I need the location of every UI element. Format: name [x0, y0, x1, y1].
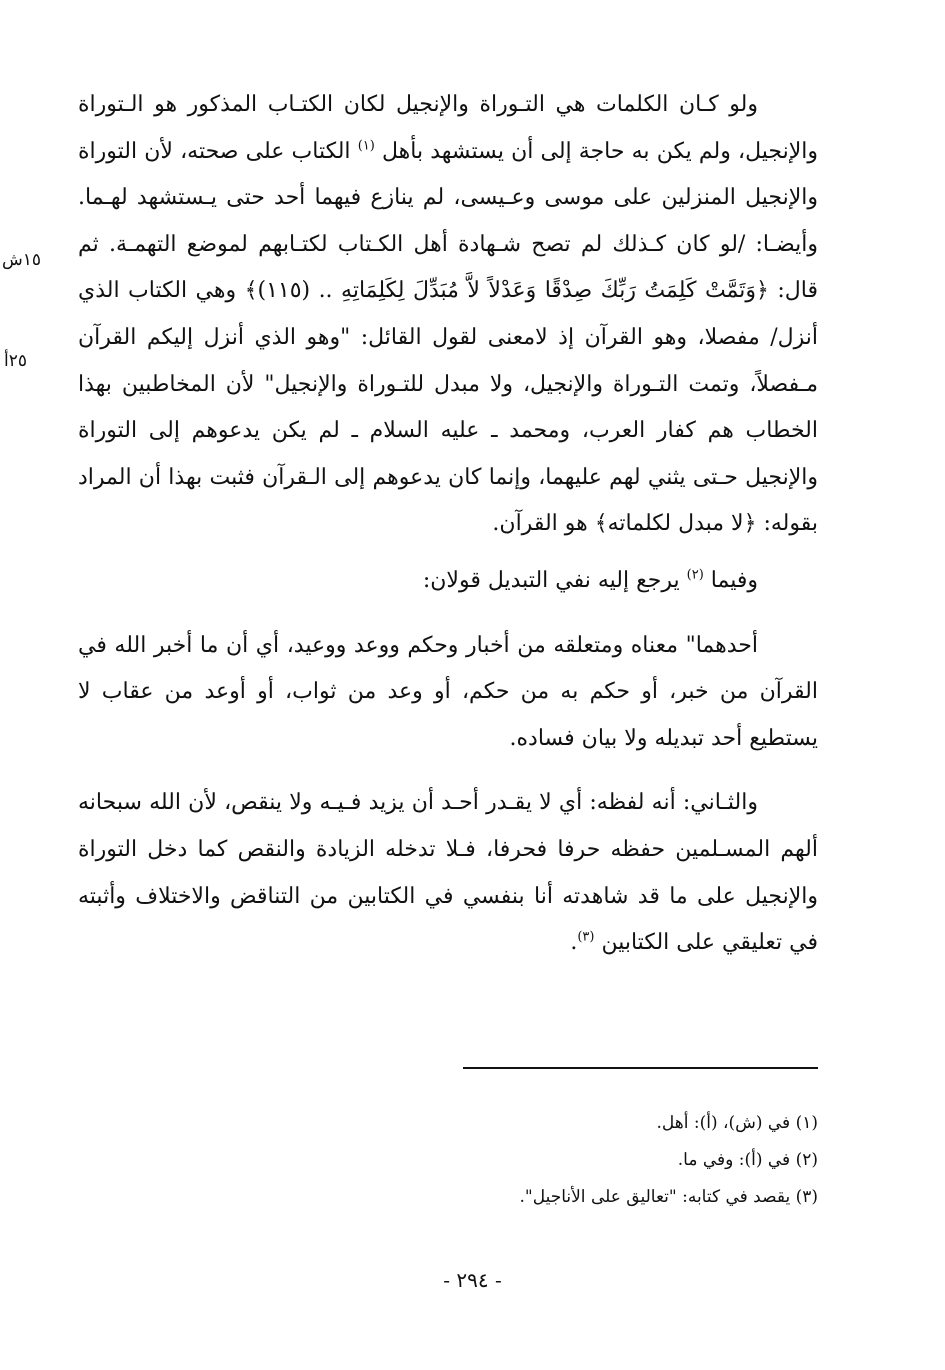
- footnotes: [300, 1105, 818, 1216]
- paragraph-3: [78, 623, 818, 763]
- footnote-2: (٢) في (أ): وفي ما.: [677, 1150, 818, 1170]
- margin-folio-note: ٢٥أ: [4, 351, 27, 371]
- footnote-ref: (١): [357, 138, 375, 154]
- paragraph-text: أحدهما" معناه ومتعلقه من أخبار وحكم ووعد ووعيد، أي أن ما أخبر الله في القرآن من خبر، أو حكم به من حكم، أو وعد من ثواب، أو أوعد من عقاب لا يستطيع أحد تبديله ولا بيان فساده.: [78, 632, 818, 751]
- footnote-ref: (٣): [577, 929, 595, 945]
- paragraph-text: ولو كـان الكلمات هي التـوراة والإنجيل لكان الكتـاب المذكور هو الـتوراة والإنجيل، ولم يكن به حاجة إلى أن يستشهد بأهل: [78, 92, 818, 164]
- paragraph-text: يرجع إليه نفي التبديل قولان:: [422, 567, 680, 593]
- paragraph-text: والثـاني: أنه لفظه: أي لا يقـدر أحـد أن يزيد فـيـه ولا ينقص، لأن الله سبحانه ألهم المسـلمين حفظه حرفا فحرفا، فـلا تدخله الزيادة والنقص كما دخل التوراة والإنجيل على ما قد شاهدته أنا بنفسي في الكتابين من التناقض والاختلاف وأثبته في تعليقي على الكتابين: [78, 790, 818, 956]
- paragraph-2: [78, 558, 818, 605]
- main-text-block: [78, 82, 818, 967]
- paragraph-4: [78, 780, 818, 966]
- paragraph-1: [78, 82, 818, 548]
- footnote-1: (١) في (ش)، (أ): أهل.: [656, 1113, 818, 1133]
- paragraph-text: وفيما: [710, 567, 758, 593]
- margin-folio-note: ١٥ش: [2, 250, 42, 270]
- page-number: - ٢٩٤ -: [443, 1268, 502, 1292]
- paragraph-text: الكتاب على صحته، لأن التوراة والإنجيل المنزلين على موسى وعـيسى، لم ينازع فيهما أحد حتى يـستشهد لهـما. وأيضـا: /لو كان كـذلك لم تصح شـهادة أهل الكـتاب لكتـابهم لموضع التهمـة. ثم قال: ﴿وَتَمَّتْ كَلِمَتُ رَبِّكَ صِدْقًا وَعَدْلاً لاَّ مُبَدِّلَ لِكَلِمَاتِهِ .. (١١٥)﴾ وهي الكتاب الذي أنزل/ مفصلا، وهو القرآن إذ لامعنى لقول القائل: "وهو الذي أنزل إليكم القرآن مـفصلاً، وتمت التـوراة والإنجيل، ولا مبدل للتـوراة والإنجيل" لأن المخاطبين بهذا الخطاب هم كفار العرب، ومحمد ـ عليه السلام ـ لم يكن يدعوهم إلى التوراة والإنجيل حـتى يثني لهم عليهما، وإنما كان يدعوهم إلى الـقرآن فثبت بهذا أن المراد بقوله: ﴿لا مبدل لكلماته﴾ هو القرآن.: [78, 138, 819, 537]
- paragraph-end-mark: .: [570, 930, 578, 956]
- footnote-ref: (٢): [686, 567, 704, 583]
- footnote-separator: [463, 1067, 818, 1069]
- footnote-3: (٣) يقصد في كتابه: "تعاليق على الأناجيل".: [519, 1187, 818, 1207]
